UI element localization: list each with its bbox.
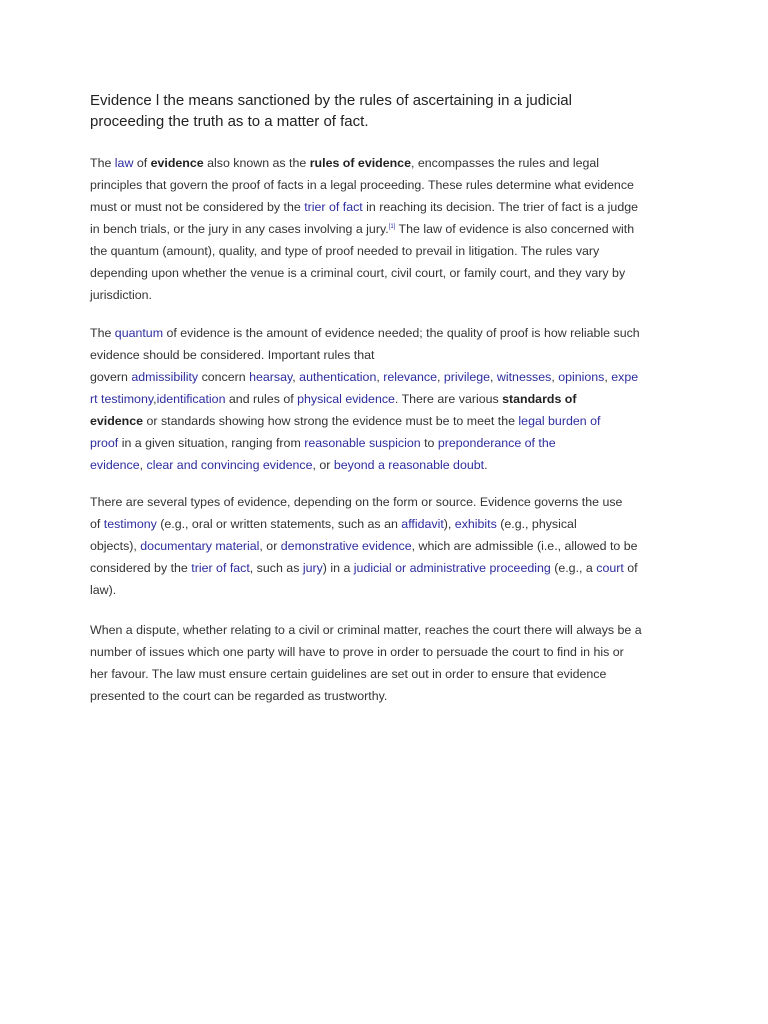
paragraph-text: , [139, 458, 147, 472]
inline-link[interactable]: privilege [443, 370, 491, 384]
paragraph-1 [90, 152, 680, 306]
paragraph-text: , which are admissible (i.e., allowed to be considered by the [90, 539, 638, 575]
paragraph-text: The [90, 326, 115, 340]
paragraph-text: , [551, 370, 559, 384]
inline-link[interactable]: judicial or administrative proceeding [353, 561, 551, 575]
paragraph-text: , or [312, 458, 334, 472]
inline-link[interactable]: hearsay [249, 370, 293, 384]
inline-link[interactable]: legal burden of proof [90, 414, 601, 450]
inline-link[interactable]: clear and convincing evidence [146, 458, 313, 472]
paragraph-text: ) in a [322, 561, 354, 575]
inline-link[interactable]: expe rt testimony [90, 370, 639, 406]
paragraph-text: (e.g., physical objects), [90, 517, 577, 553]
paragraph-text: , [292, 370, 300, 384]
paragraph-text: . [484, 458, 488, 472]
inline-link[interactable]: identification [156, 392, 226, 406]
paragraph-text: , such as [249, 561, 303, 575]
inline-link[interactable]: affidavit [401, 517, 444, 531]
inline-link[interactable]: physical evidence [297, 392, 395, 406]
inline-link[interactable]: trier of fact [304, 200, 363, 214]
paragraph-text: in a given situation, ranging from [118, 436, 305, 450]
paragraph-text: of law). [90, 561, 638, 597]
inline-link[interactable]: relevance [383, 370, 437, 384]
inline-link[interactable]: demonstrative evidence [280, 539, 412, 553]
citation-link[interactable]: [1] [388, 224, 396, 230]
inline-link[interactable]: court [596, 561, 624, 575]
paragraph-text: to [420, 436, 438, 450]
inline-link[interactable]: admissibility [131, 370, 199, 384]
paragraph-text: When a dispute, whether relating to a civil or criminal matter, reaches the court there will always be a number of issues which one party will have to prove in order to persuade the court to find in his or her favour. The law must ensure certain guidelines are set out in order to ensure that evidence presented to the court can be regarded as trustworthy. [90, 623, 642, 703]
inline-link[interactable]: opinions [558, 370, 605, 384]
paragraph-text: , [604, 370, 612, 384]
paragraph-text: The law of evidence is also concerned with the quantum (amount), quality, and type of proof needed to prevail in litigation. The rules vary depending upon whether the venue is a criminal court, civil court, or family court, and they vary by jurisdiction. [90, 222, 635, 302]
inline-link[interactable]: preponderance of the evidence [90, 436, 556, 472]
bold-term: evidence [150, 156, 204, 170]
paragraph-text: ), [443, 517, 455, 531]
paragraph-text: and rules of [225, 392, 298, 406]
inline-link[interactable]: reasonable suspicion [304, 436, 421, 450]
inline-link[interactable]: law [114, 156, 134, 170]
paragraph-text: or standards showing how strong the evidence must be to meet the [143, 414, 519, 428]
inline-link[interactable]: jury [302, 561, 323, 575]
paragraph-text: also known as the [203, 156, 310, 170]
paragraph-text: , [376, 370, 384, 384]
paragraph-text: concern [198, 370, 250, 384]
inline-link[interactable]: exhibits [454, 517, 497, 531]
paragraph-4 [90, 619, 680, 707]
document-title: Evidence l the means sanctioned by the rules of ascertaining in a judicial proceeding the truth as to a matter of fact. [90, 92, 572, 130]
paragraph-text: in reaching its decision. The trier of fact is a judge in bench trials, or the jury in any cases involving a jury. [90, 200, 638, 236]
paragraph-text: of evidence is the amount of evidence needed; the quality of proof is how reliable such evidence should be considered. Important rules that govern [90, 326, 640, 384]
inline-link[interactable]: documentary material [140, 539, 260, 553]
paragraph-text: The [90, 156, 115, 170]
inline-link[interactable]: quantum [114, 326, 164, 340]
paragraph-text: , or [259, 539, 281, 553]
inline-link[interactable]: testimony [103, 517, 157, 531]
paragraph-2 [90, 322, 680, 476]
paragraph-text: (e.g., oral or written statements, such as an [156, 517, 402, 531]
inline-link[interactable]: witnesses [496, 370, 552, 384]
inline-link[interactable]: trier of fact [191, 561, 250, 575]
paragraph-text: (e.g., a [550, 561, 597, 575]
paragraph-text: , [436, 370, 444, 384]
paragraph-text: of [133, 156, 151, 170]
paragraph-text: There are several types of evidence, depending on the form or source. Evidence governs the use of [90, 495, 623, 531]
paragraph-text: , [153, 392, 157, 406]
paragraph-3 [90, 491, 680, 601]
inline-link[interactable]: authentication [299, 370, 377, 384]
bold-term: rules of evidence [309, 156, 411, 170]
inline-link[interactable]: beyond a reasonable doubt [333, 458, 485, 472]
bold-term: standards of evidence [90, 392, 577, 428]
paragraph-text: . There are various [394, 392, 503, 406]
paragraph-text: , encompasses the rules and legal principles that govern the proof of facts in a legal proceeding. These rules determine what evidence must or must not be considered by the [90, 156, 634, 214]
paragraph-text: , [490, 370, 497, 384]
